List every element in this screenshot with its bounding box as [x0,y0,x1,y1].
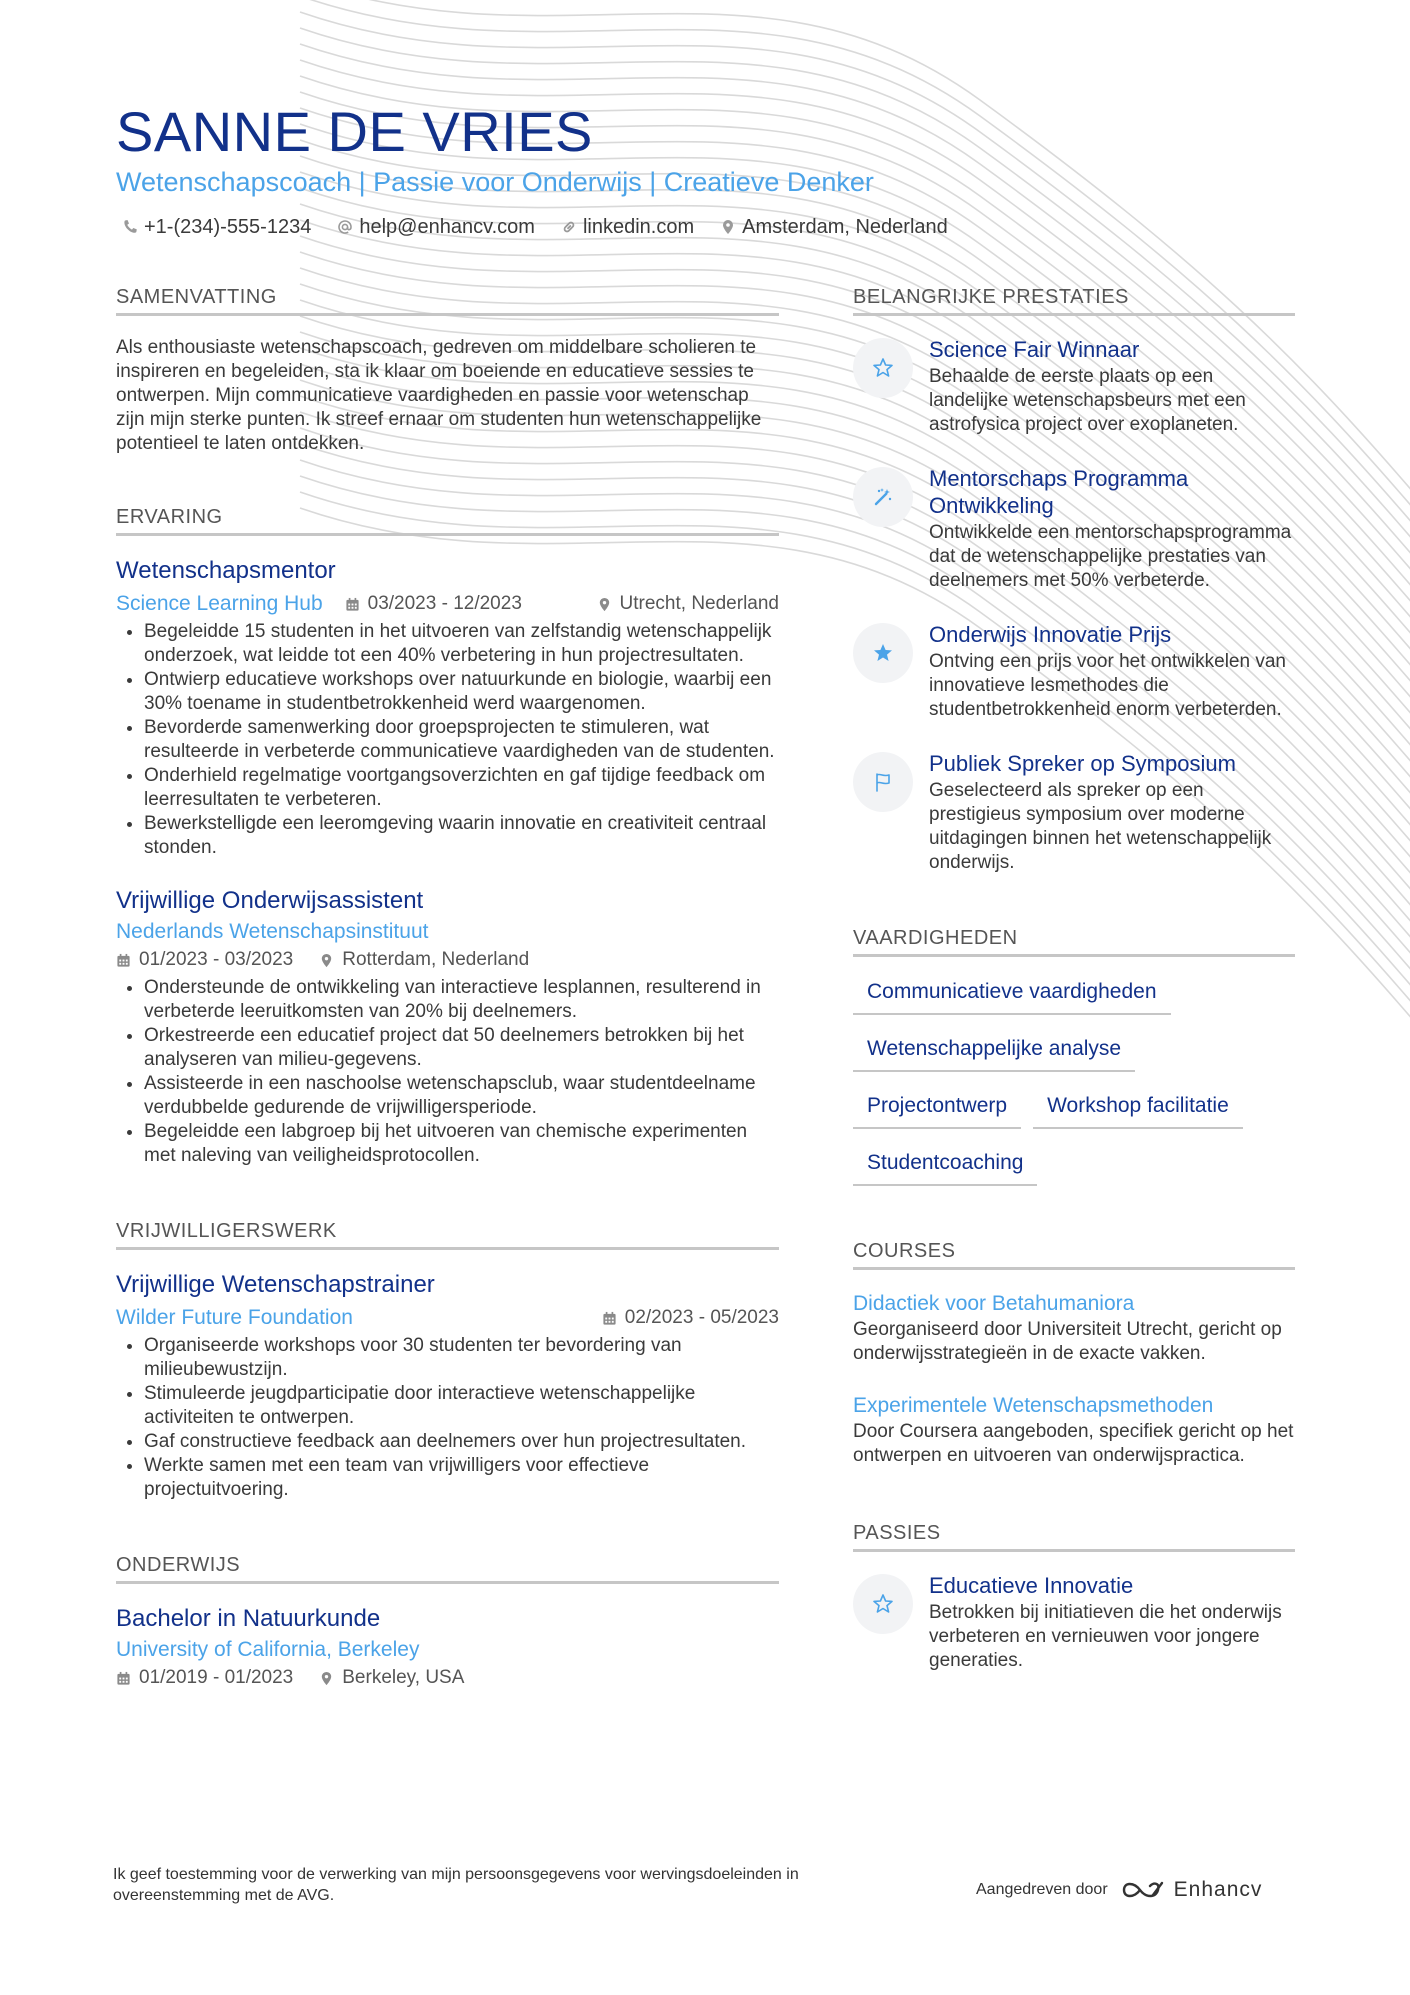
section-title-passions: PASSIES [853,1520,1295,1552]
education-entry [116,1604,779,1692]
job-location-text: Utrecht, Nederland [619,593,779,614]
passions-section [853,1520,1295,1673]
skills-section [853,925,1295,1186]
job-entry [116,556,779,860]
course-desc: Georganiseerd door Universiteit Utrecht, gericht op onderwijsstrategieën in de exacte vakken. [853,1319,1282,1364]
bullet: • Stimuleerde jeugdparticipatie door interactieve wetenschappelijke activiteiten te ontwerpen. [144,1382,779,1430]
volunteer-dates-text: 02/2023 - 05/2023 [624,1307,779,1328]
enhancv-logo-icon [1120,1878,1166,1902]
education-location [319,1664,464,1692]
location-icon [319,1671,334,1686]
achievement-desc: Geselecteerd als spreker op een prestigieus symposium over moderne uitdagingen binnen het wetenschappelijk onderwijs. [929,780,1272,873]
skill-tag: Wetenschappelijke analyse [853,1034,1135,1072]
bullet: • Organiseerde workshops voor 30 studenten ter bevordering van milieubewustzijn. [144,1334,779,1382]
section-title-experience: ERVARING [116,504,779,536]
passion-item [853,1572,1295,1673]
course-title: Experimentele Wetenschapsmethoden [853,1394,1214,1417]
job-dates-text: 01/2023 - 03/2023 [139,949,294,970]
bullet: • Onderhield regelmatige voortgangsoverzichten en gaf tijdige feedback om leerresultaten te verbeteren. [144,764,779,812]
job-bullets [116,620,779,860]
flag-icon [871,770,895,794]
link-icon [561,219,577,235]
education-meta [116,1664,779,1692]
phone-text: +1-(234)-555-1234 [144,216,312,238]
course-desc: Door Coursera aangeboden, specifiek gericht op het ontwerpen en uitvoeren van onderwijspractica. [853,1421,1294,1466]
location-icon [319,953,334,968]
bullet: • Ontwierp educatieve workshops over natuurkunde en biologie, waarbij een 30% toename in studentbetrokkenheid werd waargenomen. [144,668,779,716]
calendar-icon [116,953,131,968]
calendar-icon [116,1671,131,1686]
brand-name: Enhancv [1173,1878,1263,1901]
bullet: • Gaf constructieve feedback aan deelnemers over hun projectresultaten. [144,1430,779,1454]
contact-linkedin[interactable] [561,214,694,240]
contact-bar [122,214,948,240]
education-location-text: Berkeley, USA [342,1667,465,1688]
achievement-title: Mentorschaps Programma Ontwikkeling [929,466,1189,518]
job-location [597,590,779,618]
at-icon [337,219,353,235]
volunteer-dates [602,1304,779,1332]
achievement-title: Publiek Spreker op Symposium [929,751,1236,776]
course-title: Didactiek voor Betahumaniora [853,1292,1135,1315]
achievement-item [853,465,1295,593]
section-title-volunteer: VRIJWILLIGERSWERK [116,1218,779,1250]
job-meta [116,946,779,974]
tagline: Wetenschapscoach | Passie voor Onderwijs | Creatieve Denker [116,167,874,197]
achievement-icon-wrap [853,752,913,812]
calendar-icon [345,597,360,612]
contact-phone[interactable] [122,214,311,240]
job-entry [116,886,779,1168]
job-location [319,946,529,974]
passion-title: Educatieve Innovatie [929,1573,1134,1598]
section-title-courses: COURSES [853,1238,1295,1270]
volunteer-org: Wilder Future Foundation [116,1306,353,1329]
bullet: • Begeleidde 15 studenten in het uitvoeren van zelfstandig wetenschappelijk onderzoek, wat leidde tot een 40% verbetering in hun projectresultaten. [144,620,779,668]
email-text: help@enhancv.com [359,216,535,238]
volunteer-entry [116,1270,779,1502]
passion-icon-wrap [853,1574,913,1634]
candidate-name: SANNE DE VRIES [116,100,593,163]
section-title-summary: SAMENVATTING [116,284,779,316]
star-outline-icon [871,1592,895,1616]
contact-email[interactable] [337,214,535,240]
school-name: University of California, Berkeley [116,1638,420,1661]
volunteer-meta [116,1304,779,1332]
company-name: Science Learning Hub [116,592,323,615]
achievement-item [853,750,1295,875]
achievement-icon-wrap [853,467,913,527]
volunteer-role: Vrijwillige Wetenschapstrainer [116,1271,435,1298]
right-column [853,284,1295,1673]
consent-note: Ik geef toestemming voor de verwerking van mijn persoonsgegevens voor wervingsdoeleinden in overeenstemming met de AVG. [113,1866,799,1904]
bullet: • Werkte samen met een team van vrijwilligers voor effectieve projectuitvoering. [144,1454,779,1502]
job-dates [116,946,293,974]
achievement-item [853,336,1295,437]
company-name: Nederlands Wetenschapsinstituut [116,920,429,943]
calendar-icon [602,1311,617,1326]
summary-section [116,284,779,456]
skill-tag: Communicatieve vaardigheden [853,977,1171,1015]
star-outline-icon [871,356,895,380]
location-icon [597,597,612,612]
achievements-section [853,284,1295,875]
volunteer-bullets [116,1334,779,1502]
left-column [116,284,779,1692]
bullet: • Bevorderde samenwerking door groepsprojecten te stimuleren, wat resulteerde in verbeterde communicatieve vaardigheden van de studenten. [144,716,779,764]
linkedin-text: linkedin.com [582,216,695,238]
skills-list [853,977,1295,1186]
education-dates [116,1664,293,1692]
achievement-icon-wrap [853,338,913,398]
achievement-desc: Behaalde de eerste plaats op een landelijke wetenschapsbeurs met een astrofysica project over exoplaneten. [929,366,1246,435]
bullet: • Assisteerde in een naschoolse wetenschapsclub, waar studentdeelname verdubbelde gedurende de vrijwilligersperiode. [144,1072,779,1120]
education-section [116,1552,779,1692]
courses-section [853,1238,1295,1468]
bullet: • Bewerkstelligde een leeromgeving waarin innovatie en creativiteit centraal stonden. [144,812,779,860]
star-filled-icon [871,641,895,665]
phone-icon [122,219,138,235]
achievement-item [853,621,1295,722]
bullet: • Orkestreerde een educatief project dat 50 deelnemers betrokken bij het analyseren van milieu-gegevens. [144,1024,779,1072]
skill-tag: Workshop facilitatie [1033,1091,1243,1129]
achievement-desc: Ontwikkelde een mentorschapsprogramma dat de wetenschappelijke prestaties van deelnemers met 50% verbeterde. [929,522,1292,591]
achievement-title: Onderwijs Innovatie Prijs [929,622,1172,647]
summary-text: Als enthousiaste wetenschapscoach, gedreven om middelbare scholieren te inspireren en begeleiden, sta ik klaar om boeiende en educatieve sessies te ontwerpen. Mijn communicatieve vaardigheden en passie voor wetenschap zijn mijn sterke punten. Ik streef ernaar om studenten hun wetenschappelijke potentieel te laten ontdekken. [116,337,762,454]
degree: Bachelor in Natuurkunde [116,1605,381,1632]
experience-section [116,504,779,1168]
job-meta [116,590,779,618]
achievement-desc: Ontving een prijs voor het ontwikkelen van innovatieve lesmethodes die studentbetrokkenheid enorm verbeterden. [929,651,1286,720]
job-title: Wetenschapsmentor [116,557,336,584]
powered-by-text: Aangedreven door [976,1881,1108,1898]
location-text: Amsterdam, Nederland [742,216,948,238]
job-bullets [116,976,779,1168]
volunteer-section [116,1218,779,1502]
section-title-education: ONDERWIJS [116,1552,779,1584]
job-title: Vrijwillige Onderwijsassistent [116,887,424,914]
education-dates-text: 01/2019 - 01/2023 [139,1667,294,1688]
skill-tag: Studentcoaching [853,1148,1037,1186]
location-icon [720,219,736,235]
job-dates-text: 03/2023 - 12/2023 [367,593,522,614]
brand-logo [1120,1878,1263,1902]
job-location-text: Rotterdam, Nederland [342,949,530,970]
bullet: • Ondersteunde de ontwikkeling van interactieve lesplannen, resulterend in verbeterde leeruitkomsten van 20% bij deelnemers. [144,976,779,1024]
magic-wand-icon [871,485,895,509]
bullet: • Begeleidde een labgroep bij het uitvoeren van chemische experimenten met naleving van veiligheidsprotocollen. [144,1120,779,1168]
contact-location [720,214,948,240]
powered-by[interactable] [976,1878,1262,1902]
skill-tag: Projectontwerp [853,1091,1021,1129]
achievement-title: Science Fair Winnaar [929,337,1140,362]
course-item [853,1392,1295,1468]
section-title-achievements: BELANGRIJKE PRESTATIES [853,284,1295,316]
passion-desc: Betrokken bij initiatieven die het onderwijs verbeteren en vernieuwen voor jongere generaties. [929,1602,1282,1671]
course-item [853,1290,1295,1366]
achievement-icon-wrap [853,623,913,683]
job-dates [345,590,522,618]
section-title-skills: VAARDIGHEDEN [853,925,1295,957]
